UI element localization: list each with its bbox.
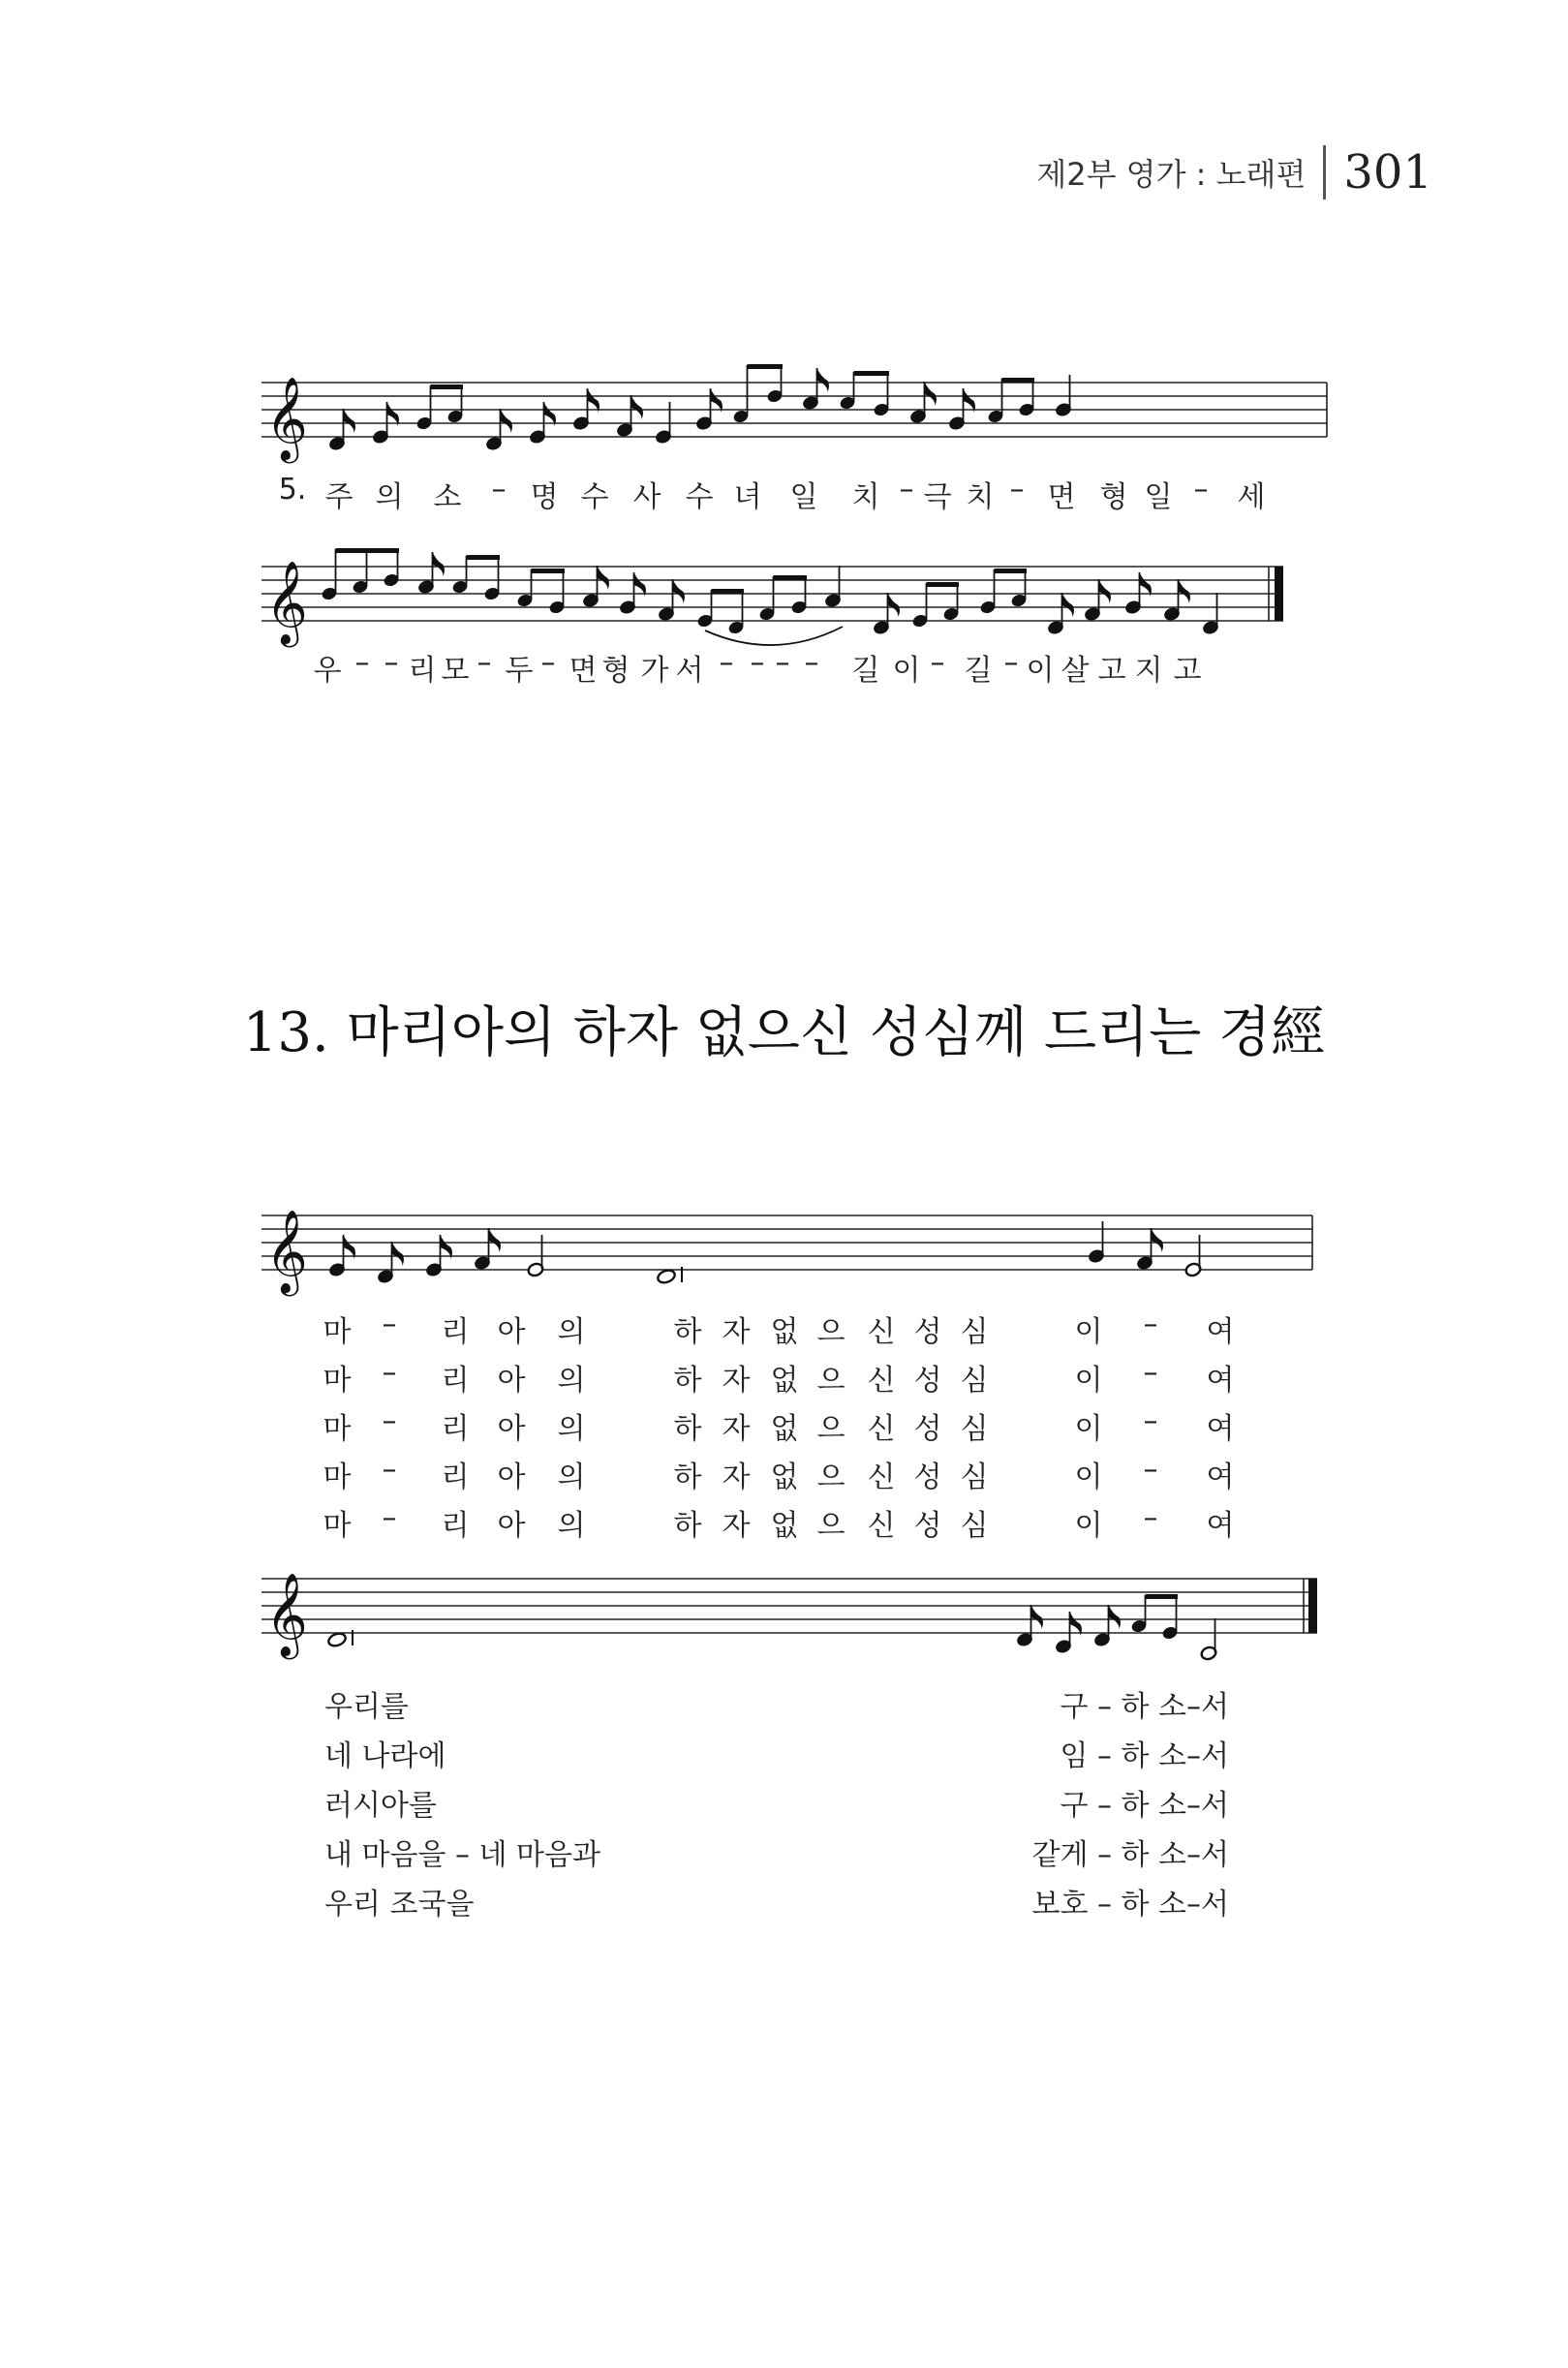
lyric-syllable: 마 [323, 1315, 352, 1349]
beamed-notes [451, 555, 501, 601]
lyric-syllable: 여 [1206, 1315, 1235, 1349]
lyric-syllable: 없 [770, 1315, 799, 1349]
lyric-syllable: 형 [1099, 480, 1128, 514]
note [1016, 1605, 1043, 1647]
lyric-syllable: 없 [770, 1412, 799, 1446]
staff-1 [261, 354, 1337, 470]
lyric-syllable: 살 [1061, 654, 1090, 688]
lyric-syllable: – [354, 646, 370, 680]
lyric-syllable: – [382, 1501, 397, 1535]
lyric-syllable: – [384, 646, 399, 680]
lyric-syllable: 여 [1206, 1509, 1235, 1543]
lyric-syllable: 하 [673, 1509, 702, 1543]
note [1202, 593, 1219, 635]
note [616, 395, 643, 438]
lyric-syllable: 아 [497, 1315, 526, 1349]
lyric-syllable: 으 [816, 1509, 845, 1543]
beamed-notes [839, 371, 890, 417]
lyric-syllable: 치 [966, 480, 995, 514]
note [824, 566, 842, 608]
lyric-syllable: – [540, 646, 556, 680]
lyric-syllable: 신 [867, 1509, 896, 1543]
lyric-syllable: – [1193, 473, 1209, 507]
lyric-syllable: – [1143, 1356, 1158, 1390]
verse-right-text: 같게 – 하 소–서 [1031, 1838, 1229, 1872]
lyric-syllable: 녀 [733, 480, 762, 514]
lyric-syllable: 의 [557, 1509, 586, 1543]
note [1163, 579, 1190, 622]
lyric-syllable: 마 [323, 1509, 352, 1543]
lyrics-line-1 [0, 473, 1568, 514]
beamed-notes [979, 569, 1028, 615]
lyric-syllable: 주 [324, 480, 354, 514]
treble-clef-icon: 𝄞 [265, 1573, 308, 1656]
lyric-syllable: – [775, 646, 790, 680]
lyric-syllable: 으 [816, 1412, 845, 1446]
verse-left-text: 우리 조국을 [324, 1888, 475, 1922]
beamed-notes [758, 575, 808, 622]
lyric-syllable: 심 [960, 1509, 989, 1543]
beamed-notes [732, 364, 784, 424]
lyric-syllable: 리 [408, 654, 437, 688]
note [658, 579, 685, 622]
lyric-syllable: 모 [441, 654, 470, 688]
lyric-syllable: 사 [632, 480, 661, 514]
header-divider [1323, 145, 1326, 200]
lyric-syllable: 아 [497, 1364, 526, 1398]
beamed-notes [696, 589, 745, 635]
verse-row [0, 1404, 1568, 1446]
section-title: 제2부 영가 : 노래편 [1036, 156, 1307, 193]
treble-clef-icon: 𝄞 [265, 561, 308, 644]
lyric-syllable: 두 [505, 654, 534, 688]
lyric-syllable: 서 [675, 654, 704, 688]
lyric-syllable: 없 [770, 1509, 799, 1543]
lyric-syllable: 심 [960, 1364, 989, 1398]
verse-right-text: 구 – 하 소–서 [1060, 1690, 1229, 1724]
verse-row [0, 1307, 1568, 1349]
beamed-notes [987, 378, 1035, 424]
lyric-syllable: 으 [816, 1364, 845, 1398]
lyric-syllable: 아 [497, 1509, 526, 1543]
verse-row [0, 1501, 1568, 1543]
lyric-syllable: – [750, 646, 765, 680]
lyric-syllable: 심 [960, 1315, 989, 1349]
verse-right-text: 구 – 하 소–서 [1060, 1789, 1229, 1823]
note [582, 566, 609, 608]
lyric-syllable: 치 [851, 480, 880, 514]
verse-row [0, 1781, 1568, 1823]
note [417, 552, 445, 595]
lyric-syllable: 마 [323, 1461, 352, 1494]
verse-left-text: 러시아를 [324, 1789, 437, 1823]
page-header [1036, 145, 1432, 200]
verse-row [0, 1880, 1568, 1922]
lyric-syllable: 리 [441, 1509, 470, 1543]
lyric-syllable: 자 [722, 1509, 751, 1543]
verse-row [0, 1830, 1568, 1872]
lyric-syllable: 면 [569, 654, 598, 688]
note [1136, 1228, 1163, 1271]
verse-right-text: 보호 – 하 소–서 [1031, 1888, 1229, 1922]
lyric-syllable: 성 [913, 1412, 942, 1446]
lyric-syllable: 하 [673, 1315, 702, 1349]
lyric-syllable: 성 [913, 1315, 942, 1349]
lyric-syllable: 가 [640, 654, 669, 688]
lyric-syllable: 이 [1026, 654, 1055, 688]
lyric-syllable: – [899, 473, 914, 507]
lyric-syllable: – [491, 473, 507, 507]
lyric-syllable: 고 [1173, 654, 1202, 688]
note [1200, 1618, 1217, 1661]
lyric-syllable: 이 [1074, 1461, 1103, 1494]
verse-row [0, 1732, 1568, 1773]
note [909, 382, 937, 424]
lyric-syllable: 의 [375, 480, 404, 514]
lyric-syllable: 이 [1074, 1364, 1103, 1398]
lyric-syllable: 여 [1206, 1364, 1235, 1398]
song-title: 13. 마리아의 하자 없으신 성심께 드리는 경經 [242, 1001, 1326, 1064]
lyric-syllable: 신 [867, 1412, 896, 1446]
lyric-syllable: – [382, 1356, 397, 1390]
lyric-syllable: 마 [323, 1364, 352, 1398]
lyric-syllable: 신 [867, 1315, 896, 1349]
verse-right-text: 임 – 하 소–서 [1060, 1739, 1229, 1773]
lyric-syllable: 여 [1206, 1461, 1235, 1494]
lyric-syllable: 우 [313, 654, 342, 688]
lyric-syllable: 자 [722, 1364, 751, 1398]
lyric-syllable: 의 [557, 1364, 586, 1398]
verse-row [0, 1453, 1568, 1492]
lyric-syllable: 마 [323, 1412, 352, 1446]
lyric-syllable: 명 [530, 480, 559, 514]
lyric-syllable: – [477, 646, 492, 680]
lyric-syllable: 수 [580, 480, 609, 514]
lyric-syllable: – [382, 1404, 397, 1438]
lyric-syllable: 리 [441, 1412, 470, 1446]
lyric-syllable: 고 [1097, 654, 1126, 688]
lyric-syllable: 으 [816, 1461, 845, 1494]
lyric-syllable: 형 [601, 654, 630, 688]
note [873, 593, 900, 635]
lyric-syllable: 면 [1047, 480, 1076, 514]
note [1084, 579, 1111, 622]
staff-4 [261, 1550, 1337, 1666]
lyric-syllable: 자 [722, 1412, 751, 1446]
lyric-syllable: 성 [913, 1364, 942, 1398]
note [328, 409, 355, 451]
note [485, 409, 512, 451]
lyric-syllable: 하 [673, 1412, 702, 1446]
lyric-syllable: 의 [557, 1315, 586, 1349]
lyric-syllable: 의 [557, 1461, 586, 1494]
lyric-syllable: – [1143, 1307, 1158, 1341]
lyric-syllable: 극 [923, 480, 952, 514]
lyric-syllable: 리 [441, 1315, 470, 1349]
lyric-syllable: 이 [1074, 1315, 1103, 1349]
lyric-syllable: 없 [770, 1461, 799, 1494]
beamed-notes [415, 384, 464, 431]
staff-3 [261, 1186, 1337, 1303]
treble-clef-icon: 𝄞 [265, 377, 308, 460]
note [1047, 593, 1074, 635]
lyric-syllable: 일 [789, 480, 818, 514]
lyric-syllable: 하 [673, 1364, 702, 1398]
lyric-syllable: – [1003, 646, 1019, 680]
lyric-syllable: 이 [1074, 1509, 1103, 1543]
lyric-syllable: 하 [673, 1461, 702, 1494]
lyric-syllable: 심 [960, 1461, 989, 1494]
note [474, 1228, 501, 1271]
note [377, 1242, 404, 1284]
lyrics-line-2 [0, 646, 1568, 688]
lyric-syllable: – [382, 1453, 397, 1487]
lyric-syllable: 지 [1134, 654, 1163, 688]
beamed-notes [516, 569, 566, 615]
lyric-syllable: 자 [722, 1461, 751, 1494]
verse-row [0, 1356, 1568, 1398]
beamed-notes [1130, 1594, 1179, 1641]
verse-left-text: 우리를 [324, 1690, 409, 1724]
lyric-syllable: – [1143, 1501, 1158, 1535]
lyric-syllable: 이 [892, 654, 921, 688]
lyric-syllable: 성 [913, 1509, 942, 1543]
lyric-syllable: 여 [1206, 1412, 1235, 1446]
lyric-syllable: 없 [770, 1364, 799, 1398]
lyric-syllable: 신 [867, 1461, 896, 1494]
verse-left-text: 네 나라에 [324, 1739, 446, 1773]
lyric-syllable: 리 [441, 1364, 470, 1398]
verse-row [0, 1682, 1568, 1724]
lyric-syllable: 으 [816, 1315, 845, 1349]
lyric-syllable: 길 [851, 654, 880, 688]
staff-2 [261, 538, 1337, 654]
lyric-syllable: 일 [1144, 480, 1173, 514]
note [802, 368, 829, 411]
lyric-syllable: – [930, 646, 945, 680]
lyric-syllable: – [382, 1307, 397, 1341]
lyric-syllable: 소 [433, 480, 462, 514]
lyric-syllable: 이 [1074, 1412, 1103, 1446]
lyric-syllable: 의 [557, 1412, 586, 1446]
lyric-syllable: – [1143, 1404, 1158, 1438]
lyric-syllable: 수 [685, 480, 714, 514]
lyric-syllable: 5. [278, 473, 307, 507]
lyric-syllable: – [1143, 1453, 1158, 1487]
note [1093, 1605, 1121, 1647]
lyric-syllable: 리 [441, 1461, 470, 1494]
verse-left-text: 내 마음을 – 네 마음과 [324, 1838, 600, 1872]
lyric-syllable: – [1009, 473, 1025, 507]
lyric-syllable: 아 [497, 1461, 526, 1494]
lyric-syllable: 아 [497, 1412, 526, 1446]
lyric-syllable: 세 [1237, 480, 1266, 514]
lyric-syllable: 자 [722, 1315, 751, 1349]
lyric-syllable: 길 [964, 654, 993, 688]
treble-clef-icon: 𝄞 [265, 1210, 308, 1293]
lyric-syllable: – [719, 646, 734, 680]
lyric-syllable: 신 [867, 1364, 896, 1398]
beamed-notes [911, 582, 960, 629]
lyric-syllable: 심 [960, 1412, 989, 1446]
page-number: 301 [1343, 145, 1432, 200]
lyric-syllable: – [804, 646, 819, 680]
lyric-syllable: 성 [913, 1461, 942, 1494]
